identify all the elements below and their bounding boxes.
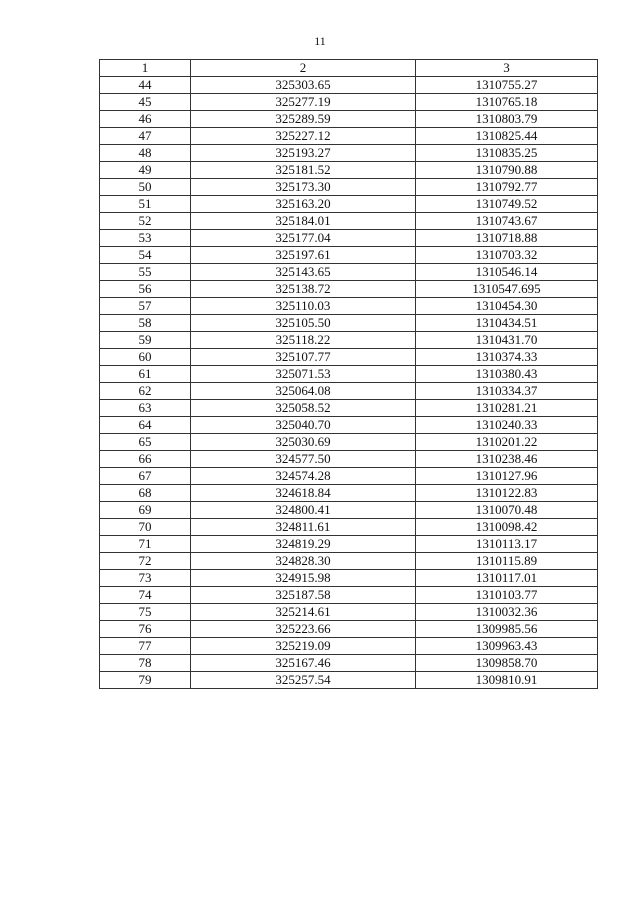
table-row xyxy=(100,230,598,247)
point-number-cell: 74 xyxy=(100,587,191,604)
table-row xyxy=(100,655,598,672)
y-coordinate-cell: 1309963.43 xyxy=(416,638,598,655)
x-coordinate-cell: 325227.12 xyxy=(191,128,416,145)
column-header-1: 1 xyxy=(100,60,191,77)
table-row xyxy=(100,213,598,230)
y-coordinate-cell: 1310070.48 xyxy=(416,502,598,519)
point-number-cell: 64 xyxy=(100,417,191,434)
x-coordinate-cell: 325040.70 xyxy=(191,417,416,434)
y-coordinate-cell: 1310113.17 xyxy=(416,536,598,553)
table-row xyxy=(100,485,598,502)
table-row xyxy=(100,451,598,468)
point-number-cell: 69 xyxy=(100,502,191,519)
y-coordinate-cell: 1310122.83 xyxy=(416,485,598,502)
x-coordinate-cell: 325184.01 xyxy=(191,213,416,230)
x-coordinate-cell: 325167.46 xyxy=(191,655,416,672)
y-coordinate-cell: 1310281.21 xyxy=(416,400,598,417)
table-row xyxy=(100,366,598,383)
point-number-cell: 55 xyxy=(100,264,191,281)
table-row xyxy=(100,672,598,689)
point-number-cell: 65 xyxy=(100,434,191,451)
point-number-cell: 53 xyxy=(100,230,191,247)
x-coordinate-cell: 325143.65 xyxy=(191,264,416,281)
x-coordinate-cell: 325173.30 xyxy=(191,179,416,196)
point-number-cell: 71 xyxy=(100,536,191,553)
table-row xyxy=(100,587,598,604)
table-row xyxy=(100,281,598,298)
point-number-cell: 73 xyxy=(100,570,191,587)
point-number-cell: 57 xyxy=(100,298,191,315)
point-number-cell: 48 xyxy=(100,145,191,162)
table-row xyxy=(100,349,598,366)
x-coordinate-cell: 325030.69 xyxy=(191,434,416,451)
y-coordinate-cell: 1310115.89 xyxy=(416,553,598,570)
table-row xyxy=(100,247,598,264)
x-coordinate-cell: 324577.50 xyxy=(191,451,416,468)
x-coordinate-cell: 324800.41 xyxy=(191,502,416,519)
point-number-cell: 58 xyxy=(100,315,191,332)
y-coordinate-cell: 1310431.70 xyxy=(416,332,598,349)
y-coordinate-cell: 1309985.56 xyxy=(416,621,598,638)
y-coordinate-cell: 1310703.32 xyxy=(416,247,598,264)
table-row xyxy=(100,383,598,400)
table-row xyxy=(100,621,598,638)
point-number-cell: 47 xyxy=(100,128,191,145)
y-coordinate-cell: 1310334.37 xyxy=(416,383,598,400)
y-coordinate-cell: 1310098.42 xyxy=(416,519,598,536)
table-row xyxy=(100,604,598,621)
x-coordinate-cell: 325219.09 xyxy=(191,638,416,655)
table-row xyxy=(100,400,598,417)
y-coordinate-cell: 1310032.36 xyxy=(416,604,598,621)
coordinates-table xyxy=(99,59,598,689)
y-coordinate-cell: 1310790.88 xyxy=(416,162,598,179)
table-row xyxy=(100,434,598,451)
point-number-cell: 51 xyxy=(100,196,191,213)
table-row xyxy=(100,315,598,332)
table-row xyxy=(100,638,598,655)
table-row xyxy=(100,536,598,553)
y-coordinate-cell: 1310201.22 xyxy=(416,434,598,451)
point-number-cell: 67 xyxy=(100,468,191,485)
column-header-3: 3 xyxy=(416,60,598,77)
table-row xyxy=(100,468,598,485)
table-row xyxy=(100,145,598,162)
point-number-cell: 60 xyxy=(100,349,191,366)
point-number-cell: 78 xyxy=(100,655,191,672)
y-coordinate-cell: 1310825.44 xyxy=(416,128,598,145)
point-number-cell: 44 xyxy=(100,77,191,94)
y-coordinate-cell: 1310103.77 xyxy=(416,587,598,604)
table-row xyxy=(100,128,598,145)
table-header-row xyxy=(100,60,598,77)
table-row xyxy=(100,298,598,315)
point-number-cell: 62 xyxy=(100,383,191,400)
point-number-cell: 59 xyxy=(100,332,191,349)
y-coordinate-cell: 1310803.79 xyxy=(416,111,598,128)
point-number-cell: 56 xyxy=(100,281,191,298)
table-row xyxy=(100,570,598,587)
point-number-cell: 68 xyxy=(100,485,191,502)
x-coordinate-cell: 325289.59 xyxy=(191,111,416,128)
table-row xyxy=(100,94,598,111)
x-coordinate-cell: 325181.52 xyxy=(191,162,416,179)
point-number-cell: 76 xyxy=(100,621,191,638)
x-coordinate-cell: 325214.61 xyxy=(191,604,416,621)
y-coordinate-cell: 1309858.70 xyxy=(416,655,598,672)
y-coordinate-cell: 1310238.46 xyxy=(416,451,598,468)
table-row xyxy=(100,264,598,281)
x-coordinate-cell: 324618.84 xyxy=(191,485,416,502)
y-coordinate-cell: 1310374.33 xyxy=(416,349,598,366)
x-coordinate-cell: 324828.30 xyxy=(191,553,416,570)
point-number-cell: 54 xyxy=(100,247,191,264)
point-number-cell: 50 xyxy=(100,179,191,196)
table-row xyxy=(100,553,598,570)
x-coordinate-cell: 325187.58 xyxy=(191,587,416,604)
x-coordinate-cell: 325058.52 xyxy=(191,400,416,417)
point-number-cell: 66 xyxy=(100,451,191,468)
table-row xyxy=(100,196,598,213)
table-body xyxy=(100,77,598,689)
y-coordinate-cell: 1310765.18 xyxy=(416,94,598,111)
x-coordinate-cell: 325105.50 xyxy=(191,315,416,332)
y-coordinate-cell: 1310380.43 xyxy=(416,366,598,383)
point-number-cell: 79 xyxy=(100,672,191,689)
y-coordinate-cell: 1310718.88 xyxy=(416,230,598,247)
point-number-cell: 70 xyxy=(100,519,191,536)
y-coordinate-cell: 1310434.51 xyxy=(416,315,598,332)
y-coordinate-cell: 1310749.52 xyxy=(416,196,598,213)
column-header-2: 2 xyxy=(191,60,416,77)
page-number: 11 xyxy=(314,34,326,48)
y-coordinate-cell: 1310835.25 xyxy=(416,145,598,162)
table-row xyxy=(100,162,598,179)
x-coordinate-cell: 325177.04 xyxy=(191,230,416,247)
point-number-cell: 45 xyxy=(100,94,191,111)
point-number-cell: 61 xyxy=(100,366,191,383)
table-row xyxy=(100,77,598,94)
point-number-cell: 72 xyxy=(100,553,191,570)
point-number-cell: 63 xyxy=(100,400,191,417)
y-coordinate-cell: 1310117.01 xyxy=(416,570,598,587)
table-row xyxy=(100,332,598,349)
table-row xyxy=(100,111,598,128)
y-coordinate-cell: 1310546.14 xyxy=(416,264,598,281)
point-number-cell: 75 xyxy=(100,604,191,621)
point-number-cell: 46 xyxy=(100,111,191,128)
x-coordinate-cell: 325303.65 xyxy=(191,77,416,94)
y-coordinate-cell: 1310755.27 xyxy=(416,77,598,94)
y-coordinate-cell: 1310127.96 xyxy=(416,468,598,485)
table-row xyxy=(100,502,598,519)
x-coordinate-cell: 325071.53 xyxy=(191,366,416,383)
x-coordinate-cell: 325257.54 xyxy=(191,672,416,689)
point-number-cell: 77 xyxy=(100,638,191,655)
y-coordinate-cell: 1310743.67 xyxy=(416,213,598,230)
x-coordinate-cell: 324574.28 xyxy=(191,468,416,485)
x-coordinate-cell: 325277.19 xyxy=(191,94,416,111)
x-coordinate-cell: 324915.98 xyxy=(191,570,416,587)
y-coordinate-cell: 1309810.91 xyxy=(416,672,598,689)
x-coordinate-cell: 324811.61 xyxy=(191,519,416,536)
table-row xyxy=(100,417,598,434)
x-coordinate-cell: 324819.29 xyxy=(191,536,416,553)
x-coordinate-cell: 325223.66 xyxy=(191,621,416,638)
point-number-cell: 49 xyxy=(100,162,191,179)
point-number-cell: 52 xyxy=(100,213,191,230)
y-coordinate-cell: 1310454.30 xyxy=(416,298,598,315)
table-row xyxy=(100,519,598,536)
y-coordinate-cell: 1310547.695 xyxy=(416,281,598,298)
x-coordinate-cell: 325193.27 xyxy=(191,145,416,162)
x-coordinate-cell: 325163.20 xyxy=(191,196,416,213)
x-coordinate-cell: 325064.08 xyxy=(191,383,416,400)
x-coordinate-cell: 325107.77 xyxy=(191,349,416,366)
x-coordinate-cell: 325138.72 xyxy=(191,281,416,298)
x-coordinate-cell: 325110.03 xyxy=(191,298,416,315)
y-coordinate-cell: 1310240.33 xyxy=(416,417,598,434)
y-coordinate-cell: 1310792.77 xyxy=(416,179,598,196)
x-coordinate-cell: 325118.22 xyxy=(191,332,416,349)
table-row xyxy=(100,179,598,196)
x-coordinate-cell: 325197.61 xyxy=(191,247,416,264)
